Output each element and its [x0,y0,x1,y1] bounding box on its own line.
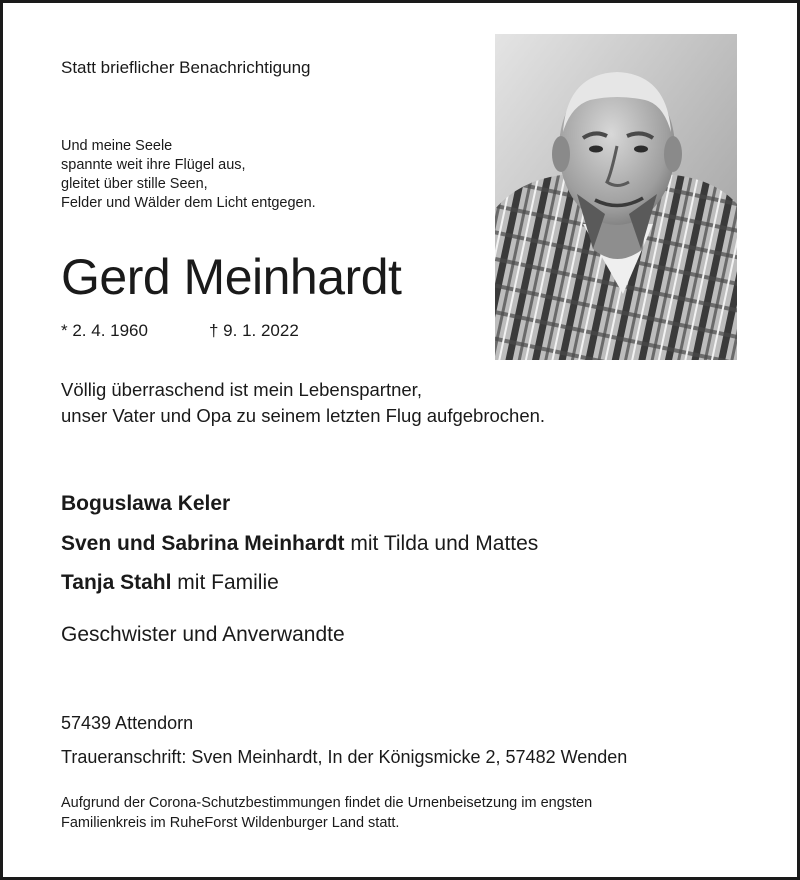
mourner-name: Sven und Sabrina Meinhardt [61,532,345,555]
footnote-line: Aufgrund der Corona-Schutzbestimmungen findet die Urnenbeisetzung im engsten [61,795,593,811]
poem-line: gleitet über stille Seen, [61,176,208,192]
obituary-message [61,377,545,429]
mourner-line [61,571,279,595]
mourner-name: Boguslawa Keler [61,492,231,515]
relatives-line: Geschwister und Anverwandte [61,623,345,646]
mourner-line [61,492,230,516]
mourner-name: Tanja Stahl [61,571,172,594]
message-line: Völlig überraschend ist mein Lebenspartner, [61,379,422,400]
birth-date: * 2. 4. 1960 [61,321,148,340]
mourner-line [61,532,538,556]
death-date: † 9. 1. 2022 [209,321,299,340]
intro-line: Statt brieflicher Benachrichtigung [61,58,311,77]
footnote-line: Familienkreis im RuheForst Wildenburger Land statt. [61,815,400,831]
deceased-name: Gerd Meinhardt [61,249,402,305]
funeral-footnote [61,793,592,833]
poem [61,137,316,213]
portrait-illustration [495,34,737,360]
mourner-suffix: mit Familie [171,571,279,594]
message-line: unser Vater und Opa zu seinem letzten Flug aufgebrochen. [61,405,546,426]
mourner-suffix: mit Tilda und Mattes [344,532,539,555]
poem-line: Und meine Seele [61,138,173,154]
portrait-photo [495,34,737,360]
city-line: 57439 Attendorn [61,713,194,733]
poem-line: spannte weit ihre Flügel aus, [61,157,246,173]
poem-line: Felder und Wälder dem Licht entgegen. [61,195,316,211]
mourning-address: Traueranschrift: Sven Meinhardt, In der Königsmicke 2, 57482 Wenden [61,747,628,767]
